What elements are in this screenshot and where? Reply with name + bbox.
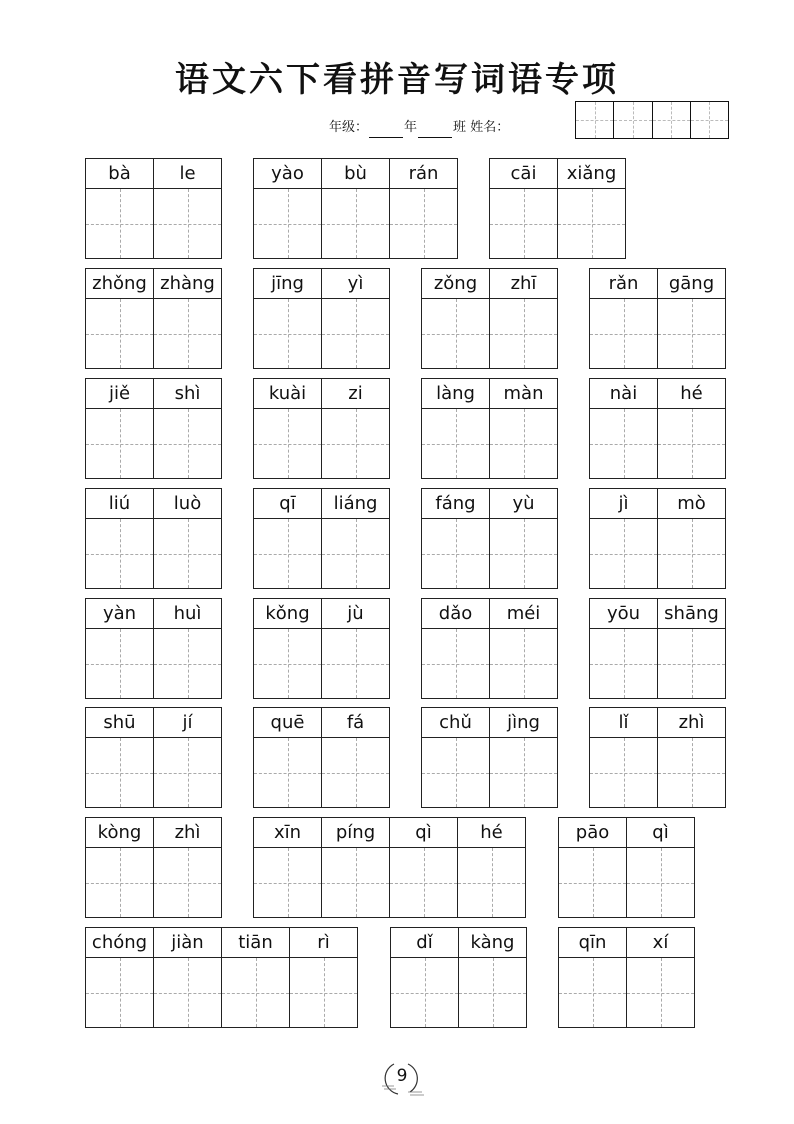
pinyin-label: rì	[290, 928, 357, 958]
pinyin-label: qīn	[559, 928, 626, 958]
character-cell[interactable]	[86, 818, 154, 917]
writing-grid[interactable]	[86, 629, 153, 698]
pinyin-label: jì	[590, 489, 657, 519]
pinyin-label: qì	[627, 818, 694, 848]
writing-grid[interactable]	[490, 738, 557, 807]
word-box	[421, 268, 558, 369]
writing-grid[interactable]	[590, 409, 657, 478]
pinyin-label: jí	[154, 708, 221, 738]
character-cell[interactable]	[490, 379, 557, 478]
character-cell[interactable]	[590, 269, 658, 368]
word-box	[589, 707, 726, 808]
writing-grid[interactable]	[154, 519, 221, 588]
pinyin-label: chǔ	[422, 708, 489, 738]
writing-grid[interactable]	[322, 409, 389, 478]
character-cell[interactable]	[322, 818, 390, 917]
character-cell[interactable]	[627, 928, 694, 1027]
pinyin-label: bà	[86, 159, 153, 189]
pinyin-label: shū	[86, 708, 153, 738]
writing-grid[interactable]	[154, 409, 221, 478]
character-cell[interactable]	[86, 489, 154, 588]
writing-grid[interactable]	[590, 629, 657, 698]
pinyin-label: qì	[390, 818, 457, 848]
character-cell[interactable]	[154, 159, 221, 258]
pinyin-label: luò	[154, 489, 221, 519]
word-box	[253, 707, 390, 808]
character-cell[interactable]	[590, 599, 658, 698]
character-cell[interactable]	[254, 599, 322, 698]
word-box	[253, 598, 390, 699]
writing-grid[interactable]	[627, 848, 694, 917]
pinyin-label: qī	[254, 489, 321, 519]
writing-grid[interactable]	[490, 189, 557, 258]
writing-grid[interactable]	[322, 738, 389, 807]
character-cell[interactable]	[558, 159, 625, 258]
student-info-line	[329, 118, 509, 138]
pinyin-label: zhàng	[154, 269, 221, 299]
pinyin-label: rán	[390, 159, 457, 189]
pinyin-label: píng	[322, 818, 389, 848]
character-cell[interactable]	[658, 708, 725, 807]
writing-grid[interactable]	[658, 519, 725, 588]
pinyin-label: xīn	[254, 818, 321, 848]
writing-grid[interactable]	[254, 848, 321, 917]
writing-grid[interactable]	[254, 189, 321, 258]
word-box	[421, 378, 558, 479]
writing-grid[interactable]	[390, 848, 457, 917]
writing-grid[interactable]	[290, 958, 357, 1027]
writing-grid[interactable]	[490, 299, 557, 368]
character-cell[interactable]	[154, 379, 221, 478]
writing-grid[interactable]	[86, 958, 153, 1027]
character-cell[interactable]	[254, 818, 322, 917]
word-box	[85, 707, 222, 808]
word-box	[253, 158, 458, 259]
pinyin-label: huì	[154, 599, 221, 629]
character-cell[interactable]	[322, 379, 389, 478]
writing-grid[interactable]	[254, 299, 321, 368]
writing-grid[interactable]	[658, 409, 725, 478]
pinyin-label: hé	[458, 818, 525, 848]
writing-grid[interactable]	[86, 299, 153, 368]
pinyin-label: yù	[490, 489, 557, 519]
character-cell[interactable]	[390, 818, 458, 917]
pinyin-label: jīng	[254, 269, 321, 299]
writing-grid[interactable]	[154, 958, 221, 1027]
writing-grid[interactable]	[458, 848, 525, 917]
character-cell[interactable]	[658, 489, 725, 588]
character-cell[interactable]	[422, 379, 490, 478]
writing-grid[interactable]	[322, 519, 389, 588]
character-cell[interactable]	[390, 159, 457, 258]
word-box	[85, 598, 222, 699]
character-cell[interactable]	[254, 269, 322, 368]
pinyin-label: pāo	[559, 818, 626, 848]
character-cell[interactable]	[86, 379, 154, 478]
writing-grid[interactable]	[559, 848, 626, 917]
character-cell[interactable]	[254, 489, 322, 588]
writing-grid[interactable]	[590, 738, 657, 807]
word-box	[558, 927, 695, 1028]
character-cell[interactable]	[559, 818, 627, 917]
writing-grid[interactable]	[422, 738, 489, 807]
writing-grid[interactable]	[558, 189, 625, 258]
name-boxes[interactable]	[575, 101, 729, 139]
writing-grid[interactable]	[322, 189, 389, 258]
writing-grid[interactable]	[154, 629, 221, 698]
word-box	[253, 817, 526, 918]
pinyin-label: rǎn	[590, 269, 657, 299]
pinyin-label: lǐ	[590, 708, 657, 738]
writing-grid[interactable]	[490, 519, 557, 588]
pinyin-label: màn	[490, 379, 557, 409]
character-cell[interactable]	[422, 489, 490, 588]
character-cell[interactable]	[590, 489, 658, 588]
word-box	[489, 158, 626, 259]
character-cell[interactable]	[322, 269, 389, 368]
word-box	[589, 488, 726, 589]
page-number-badge	[380, 1058, 424, 1098]
name-box[interactable]	[576, 102, 614, 138]
writing-grid[interactable]	[658, 629, 725, 698]
pinyin-label: chóng	[86, 928, 153, 958]
word-box	[589, 598, 726, 699]
pinyin-label: bù	[322, 159, 389, 189]
pinyin-label: fáng	[422, 489, 489, 519]
character-cell[interactable]	[391, 928, 459, 1027]
writing-grid[interactable]	[86, 738, 153, 807]
writing-grid[interactable]	[490, 409, 557, 478]
pinyin-label: mò	[658, 489, 725, 519]
pinyin-label: hé	[658, 379, 725, 409]
word-box	[253, 268, 390, 369]
word-box	[85, 378, 222, 479]
pinyin-label: kǒng	[254, 599, 321, 629]
character-cell[interactable]	[86, 928, 154, 1027]
pinyin-label: jù	[322, 599, 389, 629]
character-cell[interactable]	[459, 928, 526, 1027]
character-cell[interactable]	[322, 599, 389, 698]
writing-grid[interactable]	[86, 519, 153, 588]
writing-grid[interactable]	[254, 519, 321, 588]
writing-grid[interactable]	[590, 519, 657, 588]
word-box	[421, 488, 558, 589]
name-box[interactable]	[691, 102, 728, 138]
word-box	[85, 158, 222, 259]
writing-grid[interactable]	[422, 519, 489, 588]
pinyin-label: xí	[627, 928, 694, 958]
character-cell[interactable]	[86, 708, 154, 807]
character-cell[interactable]	[290, 928, 357, 1027]
writing-grid[interactable]	[590, 299, 657, 368]
writing-grid[interactable]	[422, 409, 489, 478]
pinyin-label: nài	[590, 379, 657, 409]
character-cell[interactable]	[490, 708, 557, 807]
character-cell[interactable]	[154, 599, 221, 698]
character-cell[interactable]	[154, 269, 221, 368]
writing-grid[interactable]	[658, 738, 725, 807]
writing-grid[interactable]	[627, 958, 694, 1027]
writing-grid[interactable]	[322, 848, 389, 917]
character-cell[interactable]	[658, 599, 725, 698]
character-cell[interactable]	[322, 708, 389, 807]
pinyin-label: dǐ	[391, 928, 458, 958]
character-cell[interactable]	[658, 379, 725, 478]
class-label: 班	[453, 120, 467, 135]
writing-grid[interactable]	[254, 738, 321, 807]
character-cell[interactable]	[86, 269, 154, 368]
character-cell[interactable]	[154, 489, 221, 588]
writing-grid[interactable]	[154, 299, 221, 368]
name-box[interactable]	[614, 102, 652, 138]
writing-grid[interactable]	[422, 299, 489, 368]
word-box	[421, 707, 558, 808]
character-cell[interactable]	[322, 489, 389, 588]
pinyin-label: yào	[254, 159, 321, 189]
pinyin-label: xiǎng	[558, 159, 625, 189]
writing-grid[interactable]	[559, 958, 626, 1027]
writing-grid[interactable]	[254, 629, 321, 698]
word-box	[558, 817, 695, 918]
pinyin-label: zhǒng	[86, 269, 153, 299]
character-cell[interactable]	[254, 708, 322, 807]
character-cell[interactable]	[422, 599, 490, 698]
pinyin-label: jiě	[86, 379, 153, 409]
pinyin-label: shāng	[658, 599, 725, 629]
page-number: 9	[396, 1066, 408, 1086]
character-cell[interactable]	[490, 489, 557, 588]
character-cell[interactable]	[322, 159, 390, 258]
character-cell[interactable]	[422, 269, 490, 368]
character-cell[interactable]	[490, 269, 557, 368]
pinyin-label: jìng	[490, 708, 557, 738]
word-box	[85, 927, 358, 1028]
word-box	[253, 488, 390, 589]
writing-grid[interactable]	[422, 629, 489, 698]
writing-grid[interactable]	[86, 848, 153, 917]
word-box	[589, 268, 726, 369]
pinyin-label: shì	[154, 379, 221, 409]
writing-grid[interactable]	[154, 738, 221, 807]
character-cell[interactable]	[658, 269, 725, 368]
grade-label: 年级：	[329, 120, 369, 135]
writing-grid[interactable]	[86, 189, 153, 258]
pinyin-label: kàng	[459, 928, 526, 958]
pinyin-label: kuài	[254, 379, 321, 409]
character-cell[interactable]	[458, 818, 525, 917]
pinyin-label: yàn	[86, 599, 153, 629]
writing-grid[interactable]	[658, 299, 725, 368]
character-cell[interactable]	[222, 928, 290, 1027]
word-box	[85, 268, 222, 369]
word-box	[253, 378, 390, 479]
character-cell[interactable]	[154, 708, 221, 807]
pinyin-label: zi	[322, 379, 389, 409]
character-cell[interactable]	[422, 708, 490, 807]
writing-grid[interactable]	[459, 958, 526, 1027]
character-cell[interactable]	[490, 599, 557, 698]
writing-grid[interactable]	[391, 958, 458, 1027]
name-label: 姓名：	[470, 120, 510, 135]
pinyin-label: zhì	[658, 708, 725, 738]
character-cell[interactable]	[154, 928, 222, 1027]
writing-grid[interactable]	[390, 189, 457, 258]
character-cell[interactable]	[490, 159, 558, 258]
writing-grid[interactable]	[322, 299, 389, 368]
character-cell[interactable]	[590, 708, 658, 807]
year-label: 年	[404, 120, 418, 135]
pinyin-label: méi	[490, 599, 557, 629]
word-box	[390, 927, 527, 1028]
character-cell[interactable]	[590, 379, 658, 478]
word-box	[421, 598, 558, 699]
character-cell[interactable]	[86, 159, 154, 258]
writing-grid[interactable]	[154, 189, 221, 258]
name-box[interactable]	[653, 102, 691, 138]
character-cell[interactable]	[254, 159, 322, 258]
character-cell[interactable]	[154, 818, 221, 917]
character-cell[interactable]	[627, 818, 694, 917]
character-cell[interactable]	[559, 928, 627, 1027]
pinyin-label: liáng	[322, 489, 389, 519]
pinyin-label: yì	[322, 269, 389, 299]
pinyin-label: zǒng	[422, 269, 489, 299]
writing-grid[interactable]	[154, 848, 221, 917]
writing-grid[interactable]	[86, 409, 153, 478]
page-title: 语文六下看拼音写词语专项	[175, 60, 619, 100]
pinyin-label: yōu	[590, 599, 657, 629]
class-blank[interactable]	[418, 123, 452, 138]
writing-grid[interactable]	[254, 409, 321, 478]
pinyin-label: dǎo	[422, 599, 489, 629]
pinyin-label: jiàn	[154, 928, 221, 958]
pinyin-label: zhī	[490, 269, 557, 299]
pinyin-label: gāng	[658, 269, 725, 299]
grade-blank[interactable]	[369, 123, 403, 138]
pinyin-label: quē	[254, 708, 321, 738]
pinyin-label: kòng	[86, 818, 153, 848]
writing-grid[interactable]	[222, 958, 289, 1027]
pinyin-label: làng	[422, 379, 489, 409]
word-box	[589, 378, 726, 479]
pinyin-label: zhì	[154, 818, 221, 848]
character-cell[interactable]	[254, 379, 322, 478]
writing-grid[interactable]	[490, 629, 557, 698]
word-box	[85, 817, 222, 918]
pinyin-label: tiān	[222, 928, 289, 958]
pinyin-label: fá	[322, 708, 389, 738]
pinyin-label: liú	[86, 489, 153, 519]
pinyin-label: le	[154, 159, 221, 189]
character-cell[interactable]	[86, 599, 154, 698]
writing-grid[interactable]	[322, 629, 389, 698]
pinyin-label: cāi	[490, 159, 557, 189]
word-box	[85, 488, 222, 589]
